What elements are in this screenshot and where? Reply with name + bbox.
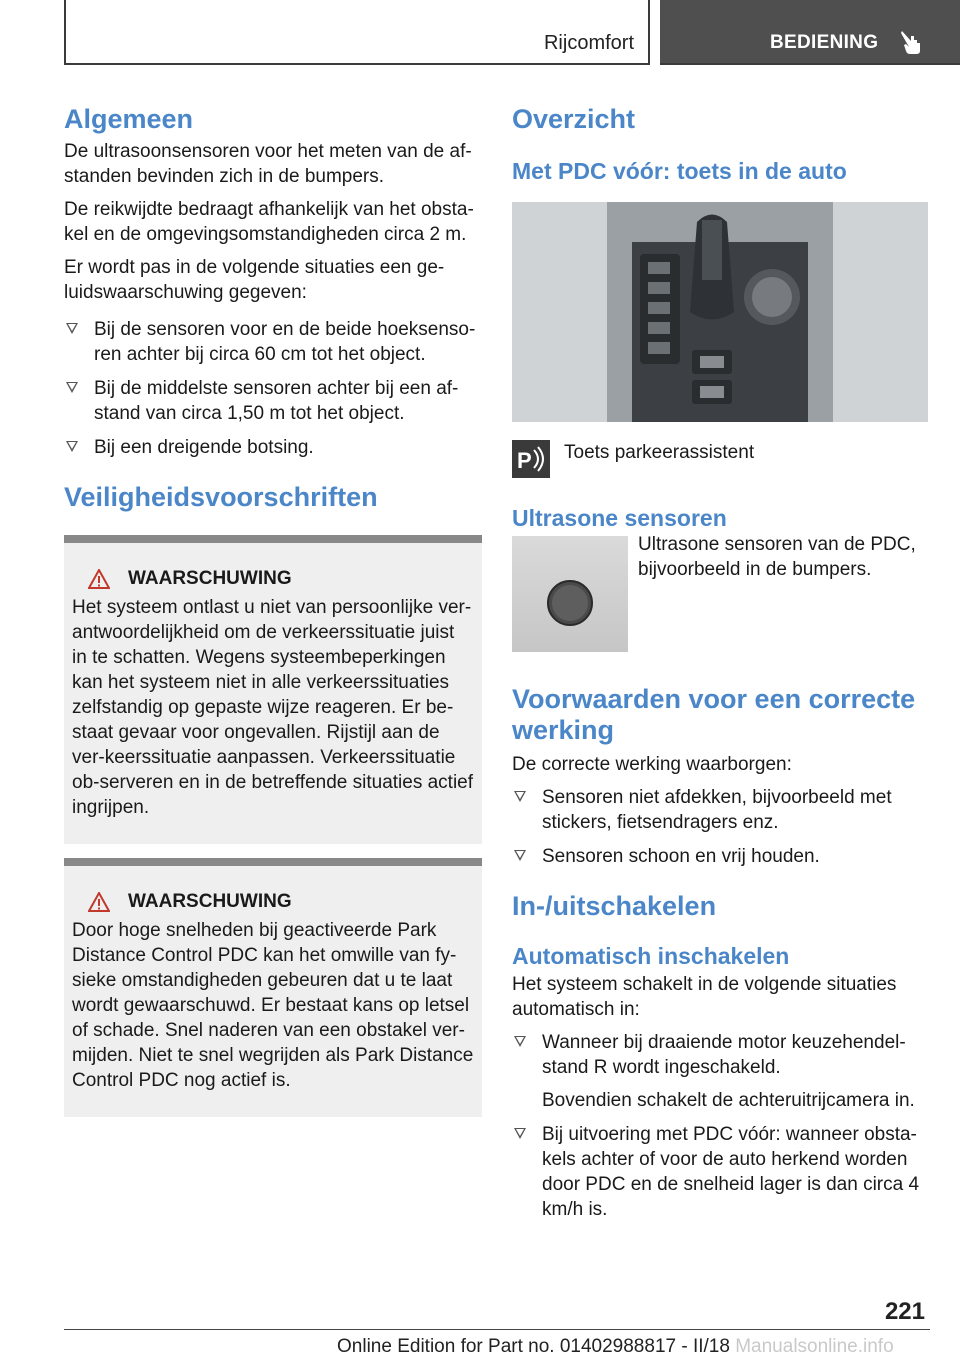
warning-text-1: Het systeem ontlast u niet van persoonlijke ver-antwoordelijkheid om de verkeerssituatie juist in te schatten. Wegens systeembeperkingen kan het systeem niet in alle verkeerssituaties zelfstandig op gepaste wijze reageren. Er be-staat gevaar voor ongevallen. Rijstijl aan de ver-keerssituatie aanpassen. Verkeerssituatie ob-serveren en in de betreffende situaties actief ingrijpen.	[72, 597, 474, 818]
conditions-intro: De correcte werking waarborgen:	[512, 754, 792, 775]
warning-label: WAARSCHUWING	[128, 568, 292, 589]
center-console-photo	[512, 202, 928, 422]
header-chapter-title: BEDIENING	[770, 32, 879, 53]
auto-switch-list	[512, 1030, 930, 1222]
triangle-bullet-icon	[66, 382, 78, 393]
list-item	[64, 317, 482, 367]
list-item	[64, 435, 482, 460]
general-heading: Algemeen	[64, 104, 194, 134]
left-column	[64, 100, 482, 1117]
park-assist-row	[512, 440, 930, 478]
general-paragraph-3: Er wordt pas in de volgende situaties een ge-luidswaarschuwing gegeven:	[64, 257, 445, 303]
conditions-list	[512, 785, 930, 869]
conditions-heading: Voorwaarden voor een correcte werking	[512, 684, 916, 745]
list-item-note: Bovendien schakelt de achteruitrijcamera in.	[542, 1090, 915, 1111]
overview-heading: Overzicht	[512, 104, 636, 134]
triangle-bullet-icon	[514, 1128, 526, 1139]
sensors-heading: Ultrasone sensoren	[512, 505, 727, 531]
auto-switch-intro: Het systeem schakelt in de volgende situaties automatisch in:	[512, 974, 897, 1020]
list-item	[512, 785, 930, 835]
switching-heading: In-/uitschakelen	[512, 891, 717, 921]
warning-situations-list	[64, 317, 482, 460]
warning-triangle-icon	[88, 892, 110, 912]
footer-divider	[64, 1329, 930, 1330]
center-console-illustration	[512, 202, 928, 422]
list-item	[64, 376, 482, 426]
triangle-bullet-icon	[514, 791, 526, 802]
warning-title	[72, 890, 474, 914]
warning-box-1	[64, 535, 482, 844]
list-item-text: Bij de sensoren voor en de beide hoeksenso-ren achter bij circa 60 cm tot het object.	[94, 319, 476, 365]
safety-heading: Veiligheidsvoorschriften	[64, 482, 378, 512]
general-paragraph-2: De reikwijdte bedraagt afhankelijk van het obsta-kel en de omgevingsomstandigheden circa 2 m.	[64, 199, 474, 245]
auto-switch-subheading: Automatisch inschakelen	[512, 943, 790, 969]
footer-edition	[337, 1336, 894, 1358]
svg-text:P: P	[517, 448, 532, 473]
list-item-text: Wanneer bij draaiende motor keuzehendel-stand R wordt ingeschakeld.	[542, 1032, 906, 1078]
header-section-box	[64, 0, 650, 65]
list-item	[512, 1122, 930, 1222]
overview-subheading: Met PDC vóór: toets in de auto	[512, 158, 847, 184]
right-column	[512, 100, 930, 1231]
warning-label: WAARSCHUWING	[128, 891, 292, 912]
sensors-row	[512, 536, 930, 652]
sensor-illustration	[512, 536, 628, 652]
page-number: 221	[884, 1298, 925, 1325]
footer-edition-text: Online Edition for Part no. 01402988817 - II/18	[337, 1336, 730, 1357]
park-assist-button-icon	[512, 440, 550, 478]
park-assist-caption: Toets parkeerassistent	[564, 442, 755, 463]
pointing-hand-icon	[898, 27, 922, 55]
list-item-text: Sensoren schoon en vrij houden.	[542, 846, 820, 867]
list-item-text: Bij een dreigende botsing.	[94, 437, 314, 458]
sensors-caption: Ultrasone sensoren van de PDC, bijvoorbeeld in de bumpers.	[638, 534, 916, 580]
warning-text-2: Door hoge snelheden bij geactiveerde Park Distance Control PDC kan het omwille van fy-sieke omstandigheden gebeuren dat u te laat wordt gewaarschuwd. Er bestaat kans op letsel of schade. Snel naderen van een obstakel ver-mijden. Niet te snel wegrijden als Park Distance Control PDC nog actief is.	[72, 920, 474, 1091]
header-chapter-tab	[660, 0, 960, 65]
triangle-bullet-icon	[514, 1036, 526, 1047]
footer-watermark: Manualsonline.info	[735, 1336, 894, 1357]
ultrasonic-sensor-photo	[512, 536, 628, 652]
general-paragraph-1: De ultrasoonsensoren voor het meten van de af-standen bevinden zich in de bumpers.	[64, 141, 472, 187]
list-item-text: Bij de middelste sensoren achter bij een af-stand van circa 1,50 m tot het object.	[94, 378, 459, 424]
list-item	[512, 844, 930, 869]
list-item-text: Sensoren niet afdekken, bijvoorbeeld met stickers, fietsendragers enz.	[542, 787, 892, 833]
triangle-bullet-icon	[514, 850, 526, 861]
warning-title	[72, 567, 474, 591]
warning-triangle-icon	[88, 569, 110, 589]
header-section-title: Rijcomfort	[543, 32, 634, 54]
list-item	[512, 1030, 930, 1113]
triangle-bullet-icon	[66, 323, 78, 334]
warning-box-2	[64, 858, 482, 1117]
list-item-text: Bij uitvoering met PDC vóór: wanneer obsta-kels achter of voor de auto herkend worden door PDC en de snelheid lager is dan circa 4 km/h is.	[542, 1124, 920, 1220]
triangle-bullet-icon	[66, 441, 78, 452]
